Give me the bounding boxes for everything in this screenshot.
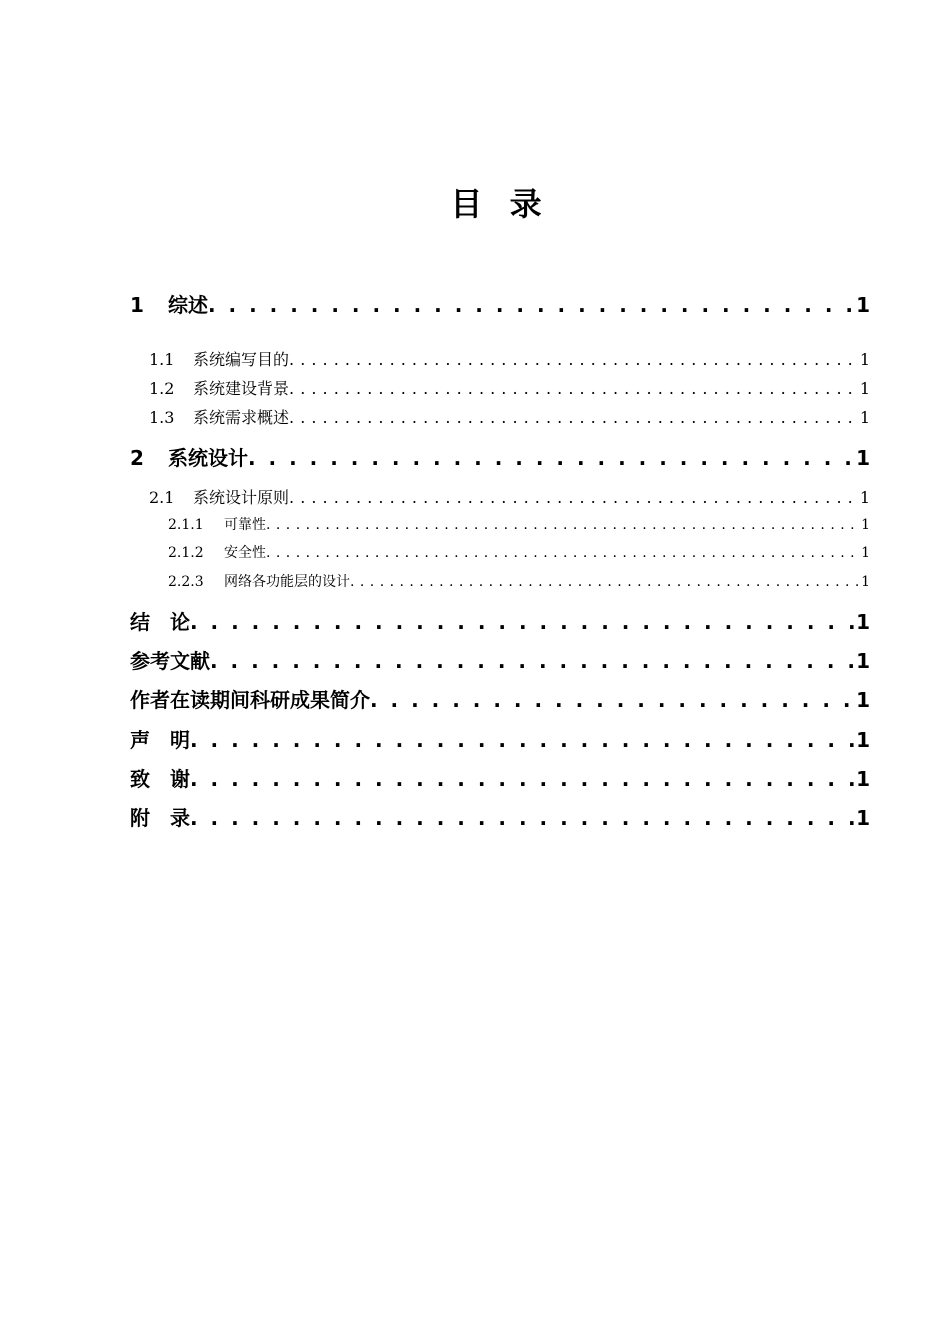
- toc-number: 2.1: [149, 488, 175, 507]
- toc-leader-dots: [248, 444, 856, 472]
- toc-page-number: 1: [859, 408, 870, 427]
- toc-entry-2-1[interactable]: [149, 486, 870, 510]
- toc-entry-author-publications[interactable]: [130, 686, 870, 714]
- toc-page-number: 1: [856, 728, 870, 752]
- toc-label: 系统设计: [168, 446, 248, 470]
- toc-label: 综述: [168, 293, 208, 317]
- toc-page-number: 1: [856, 688, 870, 712]
- toc-leader-dots: [266, 543, 861, 563]
- toc-page-number: 1: [861, 545, 870, 561]
- toc-entry-declaration[interactable]: [130, 726, 870, 754]
- toc-page-number: 1: [859, 350, 870, 369]
- toc-label: 致 谢: [130, 767, 190, 791]
- toc-entry-2-1-2[interactable]: [168, 543, 870, 563]
- toc-page-number: 1: [856, 806, 870, 830]
- toc-leader-dots: [350, 572, 861, 592]
- toc-title: 目 录: [450, 185, 550, 223]
- toc-number: 2: [130, 446, 144, 470]
- toc-leader-dots: [190, 608, 856, 636]
- toc-label: 系统设计原则: [193, 488, 290, 507]
- toc-page-number: 1: [856, 610, 870, 634]
- toc-leader-dots: [289, 486, 860, 510]
- toc-page-number: 1: [856, 446, 870, 470]
- toc-page-number: 1: [856, 293, 870, 317]
- toc-entry-appendix[interactable]: [130, 804, 870, 832]
- toc-leader-dots: [370, 686, 856, 714]
- toc-leader-dots: [289, 406, 860, 430]
- toc-leader-dots: [289, 377, 860, 401]
- toc-leader-dots: [289, 348, 860, 372]
- toc-leader-dots: [190, 765, 856, 793]
- toc-label: 参考文献: [130, 649, 210, 673]
- toc-page-number: 1: [856, 649, 870, 673]
- toc-leader-dots: [208, 291, 856, 319]
- toc-label: 系统建设背景: [193, 379, 290, 398]
- toc-label: 系统需求概述: [193, 408, 290, 427]
- toc-number: 1.1: [149, 350, 175, 369]
- toc-label: 结 论: [130, 610, 190, 634]
- toc-leader-dots: [190, 804, 856, 832]
- toc-label: 作者在读期间科研成果简介: [130, 688, 370, 712]
- toc-number: 2.1.2: [168, 545, 204, 561]
- toc-entry-2-2-3[interactable]: [168, 572, 870, 592]
- toc-page-number: 1: [859, 379, 870, 398]
- toc-label: 附 录: [130, 806, 190, 830]
- toc-label: 系统编写目的: [193, 350, 290, 369]
- toc-entry-1-3[interactable]: [149, 406, 870, 430]
- toc-label: 网络各功能层的设计: [224, 574, 350, 590]
- toc-entry-1[interactable]: [130, 291, 870, 319]
- toc-entry-1-1[interactable]: [149, 348, 870, 372]
- toc-page-number: 1: [861, 574, 870, 590]
- toc-entry-conclusion[interactable]: [130, 608, 870, 636]
- toc-leader-dots: [210, 647, 856, 675]
- toc-number: 1.3: [149, 408, 175, 427]
- toc-leader-dots: [266, 515, 861, 535]
- toc-entry-acknowledgements[interactable]: [130, 765, 870, 793]
- toc-page-number: 1: [856, 767, 870, 791]
- toc-label: 安全性: [224, 545, 266, 561]
- toc-number: 1: [130, 293, 144, 317]
- toc-number: 2.1.1: [168, 517, 204, 533]
- toc-label: 可靠性: [224, 517, 266, 533]
- toc-number: 1.2: [149, 379, 175, 398]
- toc-number: 2.2.3: [168, 574, 204, 590]
- toc-entry-2[interactable]: [130, 444, 870, 472]
- toc-entry-1-2[interactable]: [149, 377, 870, 401]
- toc-leader-dots: [190, 726, 856, 754]
- toc-page-number: 1: [861, 517, 870, 533]
- toc-entry-2-1-1[interactable]: [168, 515, 870, 535]
- toc-page-number: 1: [859, 488, 870, 507]
- toc-label: 声 明: [130, 728, 190, 752]
- toc-entry-references[interactable]: [130, 647, 870, 675]
